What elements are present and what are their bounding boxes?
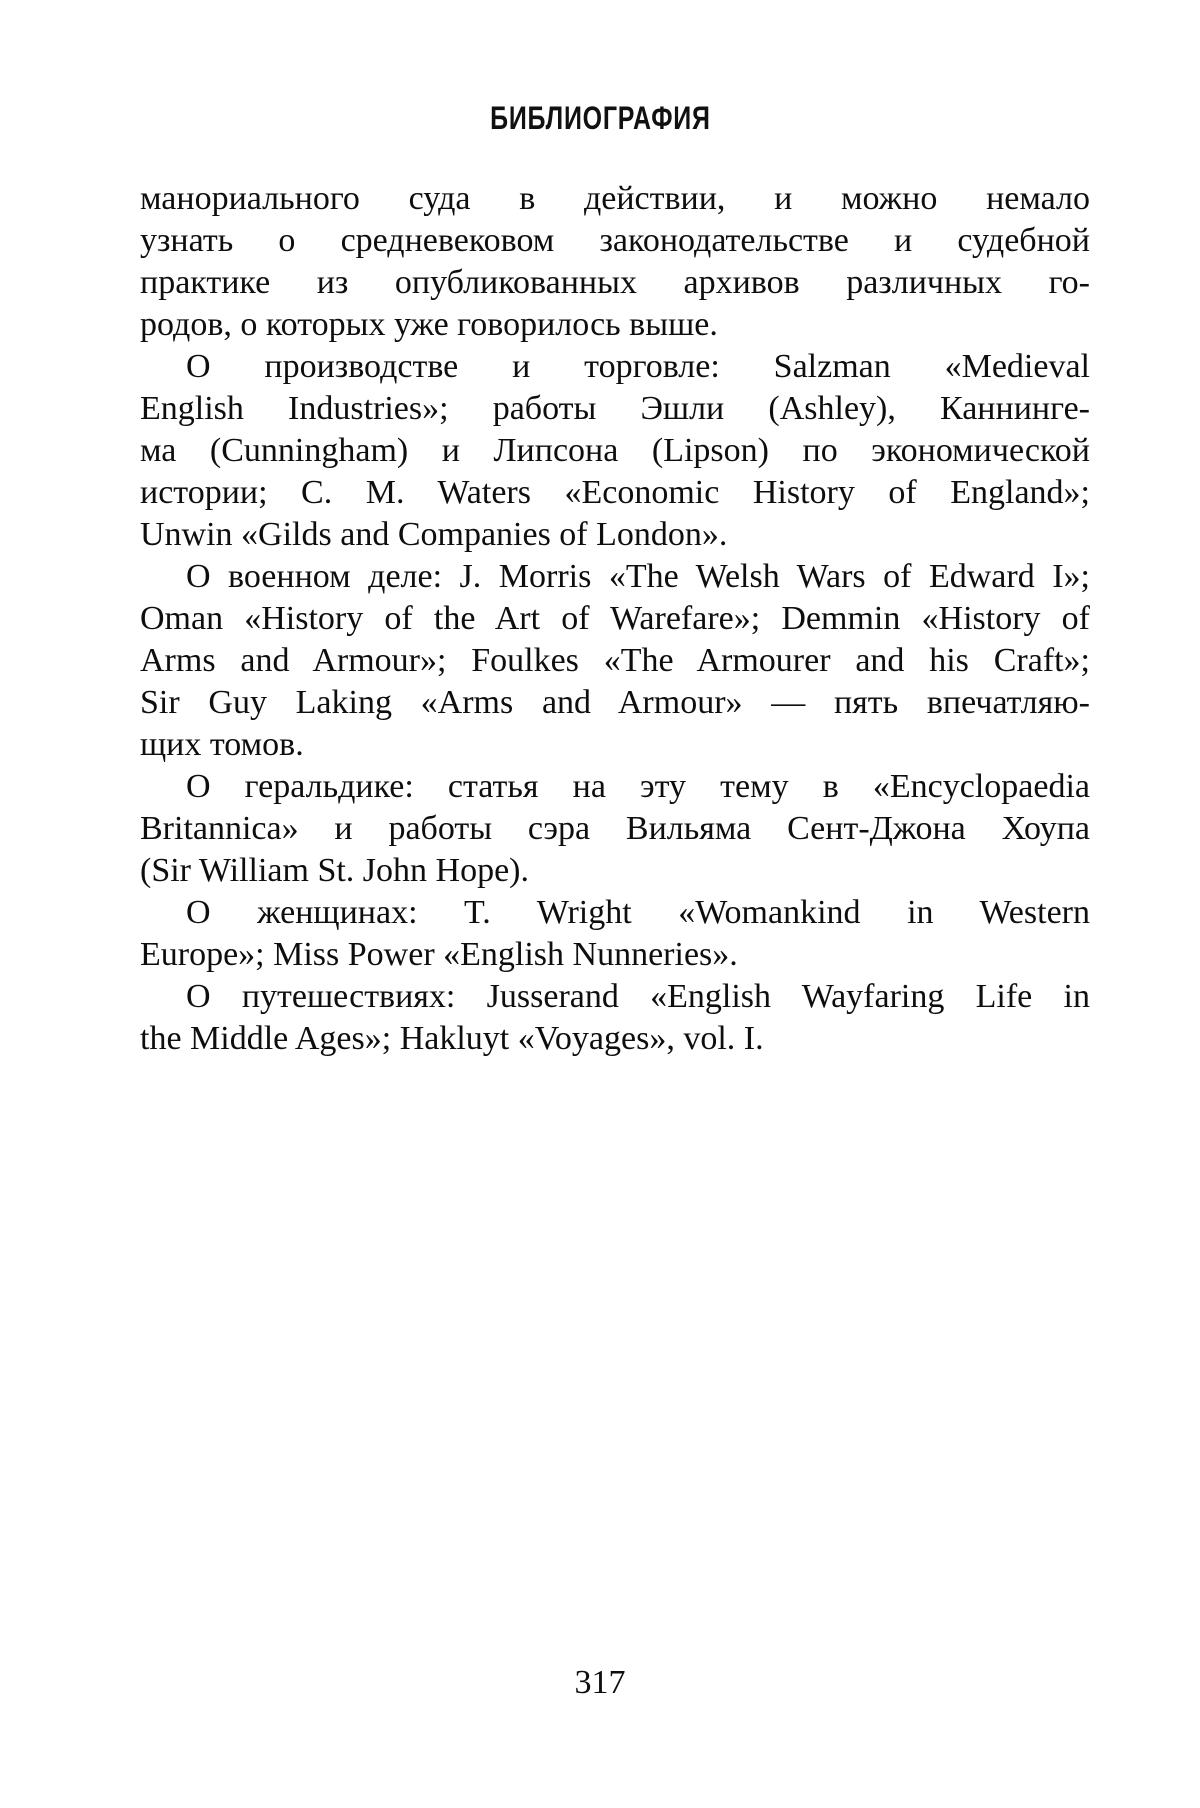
text-line: О женщинах: T. Wright «Womankind in Western [186,894,1090,931]
text-line: О геральдике: статья на эту тему в «Encyclopaedia [186,768,1090,805]
text-line: Europe»; Miss Power «English Nunneries». [140,936,738,973]
text-line: практике из опубликованных архивов различных го- [140,264,1090,301]
text-line: О военном деле: J. Morris «The Welsh Wars of Edward I»; [186,558,1090,595]
text-line: Arms and Armour»; Foulkes «The Armourer and his Craft»; [140,642,1090,679]
text-line: родов, о которых уже говорилось выше. [140,306,718,343]
text-line: Sir Guy Laking «Arms and Armour» — пять впечатляю- [140,684,1090,721]
text-line: Oman «History of the Art of Warefare»; Demmin «History of [140,600,1090,637]
text-line: истории; C. M. Waters «Economic History of England»; [140,474,1090,511]
running-head [0,100,1200,136]
page-body [140,178,1090,1060]
text-line: ма (Cunningham) и Липсона (Lipson) по экономической [140,432,1090,469]
text-line: О путешествиях: Jusserand «English Wayfaring Life in [186,978,1090,1015]
text-line: манориального суда в действии, и можно немало [140,180,1090,217]
text-line: О производстве и торговле: Salzman «Medieval [186,348,1090,385]
text-line: Britannica» и работы сэра Вильяма Сент-Джона Хоупа [140,810,1090,847]
text-line: (Sir William St. John Hope). [140,852,529,889]
text-line: узнать о средневековом законодательстве и судебной [140,222,1090,259]
text-line: щих томов. [140,726,304,763]
text-line: English Industries»; работы Эшли (Ashley), Каннинге- [140,390,1090,427]
page-number: 317 [574,1664,626,1701]
running-head-text: БИБЛИОГРАФИЯ [489,100,711,136]
text-line: the Middle Ages»; Hakluyt «Voyages», vol. I. [140,1020,764,1057]
text-line: Unwin «Gilds and Companies of London». [140,516,728,553]
